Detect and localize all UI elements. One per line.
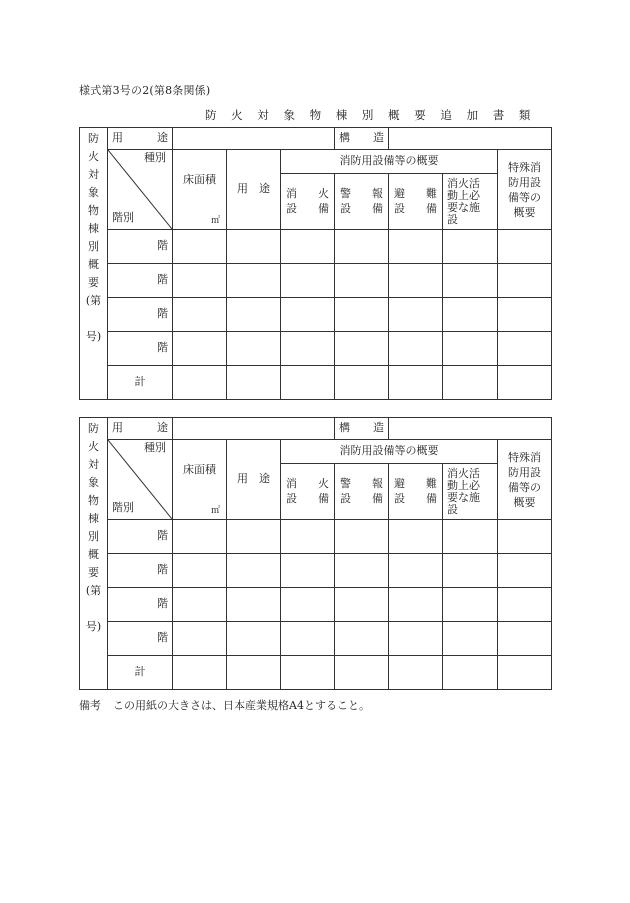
floor-label: 階 [108, 588, 173, 622]
equipment-overview-header: 消防用設備等の概要 [281, 440, 498, 464]
floor-label: 階 [108, 622, 173, 656]
alarm-cell[interactable] [335, 622, 389, 656]
total-row [80, 656, 552, 690]
section-title-vertical: 防 火 対 象 物 棟 別 概 要 (第 号) [80, 128, 108, 400]
floor-label: 階 [108, 554, 173, 588]
floor-area-cell[interactable] [173, 554, 227, 588]
evac-cell[interactable] [389, 588, 443, 622]
structure-value-field[interactable] [389, 418, 552, 440]
special-cell[interactable] [498, 230, 552, 264]
fire-ext-cell[interactable] [281, 520, 335, 554]
use-cell[interactable] [227, 554, 281, 588]
firefighting-cell[interactable] [443, 554, 498, 588]
firefighting-facility-header: 消火活 動上必 要な施 設 [443, 464, 498, 520]
floor-area-cell[interactable] [173, 520, 227, 554]
alarm-equipment-header: 警 報 設 備 [335, 464, 389, 520]
floor-label: 階 [108, 298, 173, 332]
type-label: 種別 [144, 441, 166, 454]
firefighting-cell[interactable] [443, 332, 498, 366]
floor-area-cell[interactable] [173, 298, 227, 332]
floor-area-cell[interactable] [173, 622, 227, 656]
special-cell[interactable] [498, 520, 552, 554]
firefighting-cell[interactable] [443, 622, 498, 656]
table-row [80, 332, 552, 366]
use-cell[interactable] [227, 622, 281, 656]
total-label: 計 [108, 656, 173, 690]
fire-extinguishing-header: 消 火 設 備 [281, 464, 335, 520]
remark-text: この用紙の大きさは、日本産業規格A4とすること。 [113, 699, 370, 712]
special-cell[interactable] [498, 656, 552, 690]
firefighting-cell[interactable] [443, 298, 498, 332]
evac-cell[interactable] [389, 554, 443, 588]
floor-area-header: 床面積 ㎡ [173, 440, 227, 520]
type-floor-diagonal-header [108, 150, 173, 230]
use-cell[interactable] [227, 230, 281, 264]
special-equipment-header: 特殊消 防用設 備等の 概要 [498, 440, 552, 520]
special-cell[interactable] [498, 298, 552, 332]
fire-ext-cell[interactable] [281, 332, 335, 366]
table-row [80, 588, 552, 622]
use-cell[interactable] [227, 366, 281, 400]
special-equipment-header: 特殊消 防用設 備等の 概要 [498, 150, 552, 230]
firefighting-cell[interactable] [443, 366, 498, 400]
use-label: 用 途 [108, 128, 173, 150]
use-cell[interactable] [227, 264, 281, 298]
fire-ext-cell[interactable] [281, 622, 335, 656]
fire-ext-cell[interactable] [281, 554, 335, 588]
evac-cell[interactable] [389, 264, 443, 298]
floor-class-label: 階別 [112, 501, 134, 515]
use-cell[interactable] [227, 588, 281, 622]
document-title: 防 火 対 象 物 棟 別 概 要 追 加 書 類 [205, 108, 536, 122]
alarm-cell[interactable] [335, 298, 389, 332]
firefighting-cell[interactable] [443, 230, 498, 264]
alarm-equipment-header: 警 報 設 備 [335, 174, 389, 230]
table-row [80, 520, 552, 554]
use-value-field[interactable] [173, 128, 335, 150]
alarm-cell[interactable] [335, 332, 389, 366]
floor-area-cell[interactable] [173, 332, 227, 366]
floor-label: 階 [108, 520, 173, 554]
firefighting-cell[interactable] [443, 656, 498, 690]
use-cell[interactable] [227, 520, 281, 554]
floor-label: 階 [108, 230, 173, 264]
fire-ext-cell[interactable] [281, 264, 335, 298]
alarm-cell[interactable] [335, 588, 389, 622]
special-cell[interactable] [498, 366, 552, 400]
use-cell[interactable] [227, 298, 281, 332]
use-column-header: 用 途 [227, 440, 281, 520]
table-row [80, 264, 552, 298]
evac-cell[interactable] [389, 366, 443, 400]
evac-cell[interactable] [389, 332, 443, 366]
evac-cell[interactable] [389, 520, 443, 554]
alarm-cell[interactable] [335, 366, 389, 400]
evacuation-equipment-header: 避 難 設 備 [389, 174, 443, 230]
fire-ext-cell[interactable] [281, 230, 335, 264]
alarm-cell[interactable] [335, 656, 389, 690]
total-label: 計 [108, 366, 173, 400]
structure-value-field[interactable] [389, 128, 552, 150]
evac-cell[interactable] [389, 298, 443, 332]
evac-cell[interactable] [389, 622, 443, 656]
floor-label: 階 [108, 332, 173, 366]
special-cell[interactable] [498, 554, 552, 588]
building-overview-table-1 [79, 127, 552, 400]
fire-ext-cell[interactable] [281, 366, 335, 400]
equipment-overview-header: 消防用設備等の概要 [281, 150, 498, 174]
floor-label: 階 [108, 264, 173, 298]
table-row [80, 622, 552, 656]
fire-extinguishing-header: 消 火 設 備 [281, 174, 335, 230]
floor-area-cell[interactable] [173, 264, 227, 298]
use-cell[interactable] [227, 332, 281, 366]
floor-class-label: 階別 [112, 211, 134, 225]
special-cell[interactable] [498, 332, 552, 366]
evacuation-equipment-header: 避 難 設 備 [389, 464, 443, 520]
structure-label: 構 造 [335, 128, 389, 150]
building-overview-table-2 [79, 417, 552, 690]
remark [79, 697, 370, 713]
use-column-header: 用 途 [227, 150, 281, 230]
type-label: 種別 [144, 151, 166, 164]
total-row [80, 366, 552, 400]
table-row [80, 298, 552, 332]
table-row [80, 230, 552, 264]
alarm-cell[interactable] [335, 520, 389, 554]
fire-ext-cell[interactable] [281, 588, 335, 622]
special-cell[interactable] [498, 622, 552, 656]
firefighting-cell[interactable] [443, 520, 498, 554]
table-row [80, 554, 552, 588]
alarm-cell[interactable] [335, 264, 389, 298]
floor-area-cell[interactable] [173, 656, 227, 690]
firefighting-cell[interactable] [443, 264, 498, 298]
evac-cell[interactable] [389, 230, 443, 264]
floor-area-cell[interactable] [173, 230, 227, 264]
evac-cell[interactable] [389, 656, 443, 690]
firefighting-facility-header: 消火活 動上必 要な施 設 [443, 174, 498, 230]
use-label: 用 途 [108, 418, 173, 440]
firefighting-cell[interactable] [443, 588, 498, 622]
alarm-cell[interactable] [335, 230, 389, 264]
use-value-field[interactable] [173, 418, 335, 440]
type-floor-diagonal-header [108, 440, 173, 520]
square-meter-unit: ㎡ [210, 215, 220, 226]
floor-area-cell[interactable] [173, 366, 227, 400]
use-cell[interactable] [227, 656, 281, 690]
alarm-cell[interactable] [335, 554, 389, 588]
special-cell[interactable] [498, 264, 552, 298]
section-title-vertical: 防 火 対 象 物 棟 別 概 要 (第 号) [80, 418, 108, 690]
floor-area-header: 床面積 ㎡ [173, 150, 227, 230]
fire-ext-cell[interactable] [281, 656, 335, 690]
fire-ext-cell[interactable] [281, 298, 335, 332]
floor-area-cell[interactable] [173, 588, 227, 622]
square-meter-unit: ㎡ [210, 505, 220, 516]
remark-label: 備考 [79, 699, 101, 712]
structure-label: 構 造 [335, 418, 389, 440]
special-cell[interactable] [498, 588, 552, 622]
form-number: 様式第3号の2(第8条関係) [79, 84, 211, 97]
